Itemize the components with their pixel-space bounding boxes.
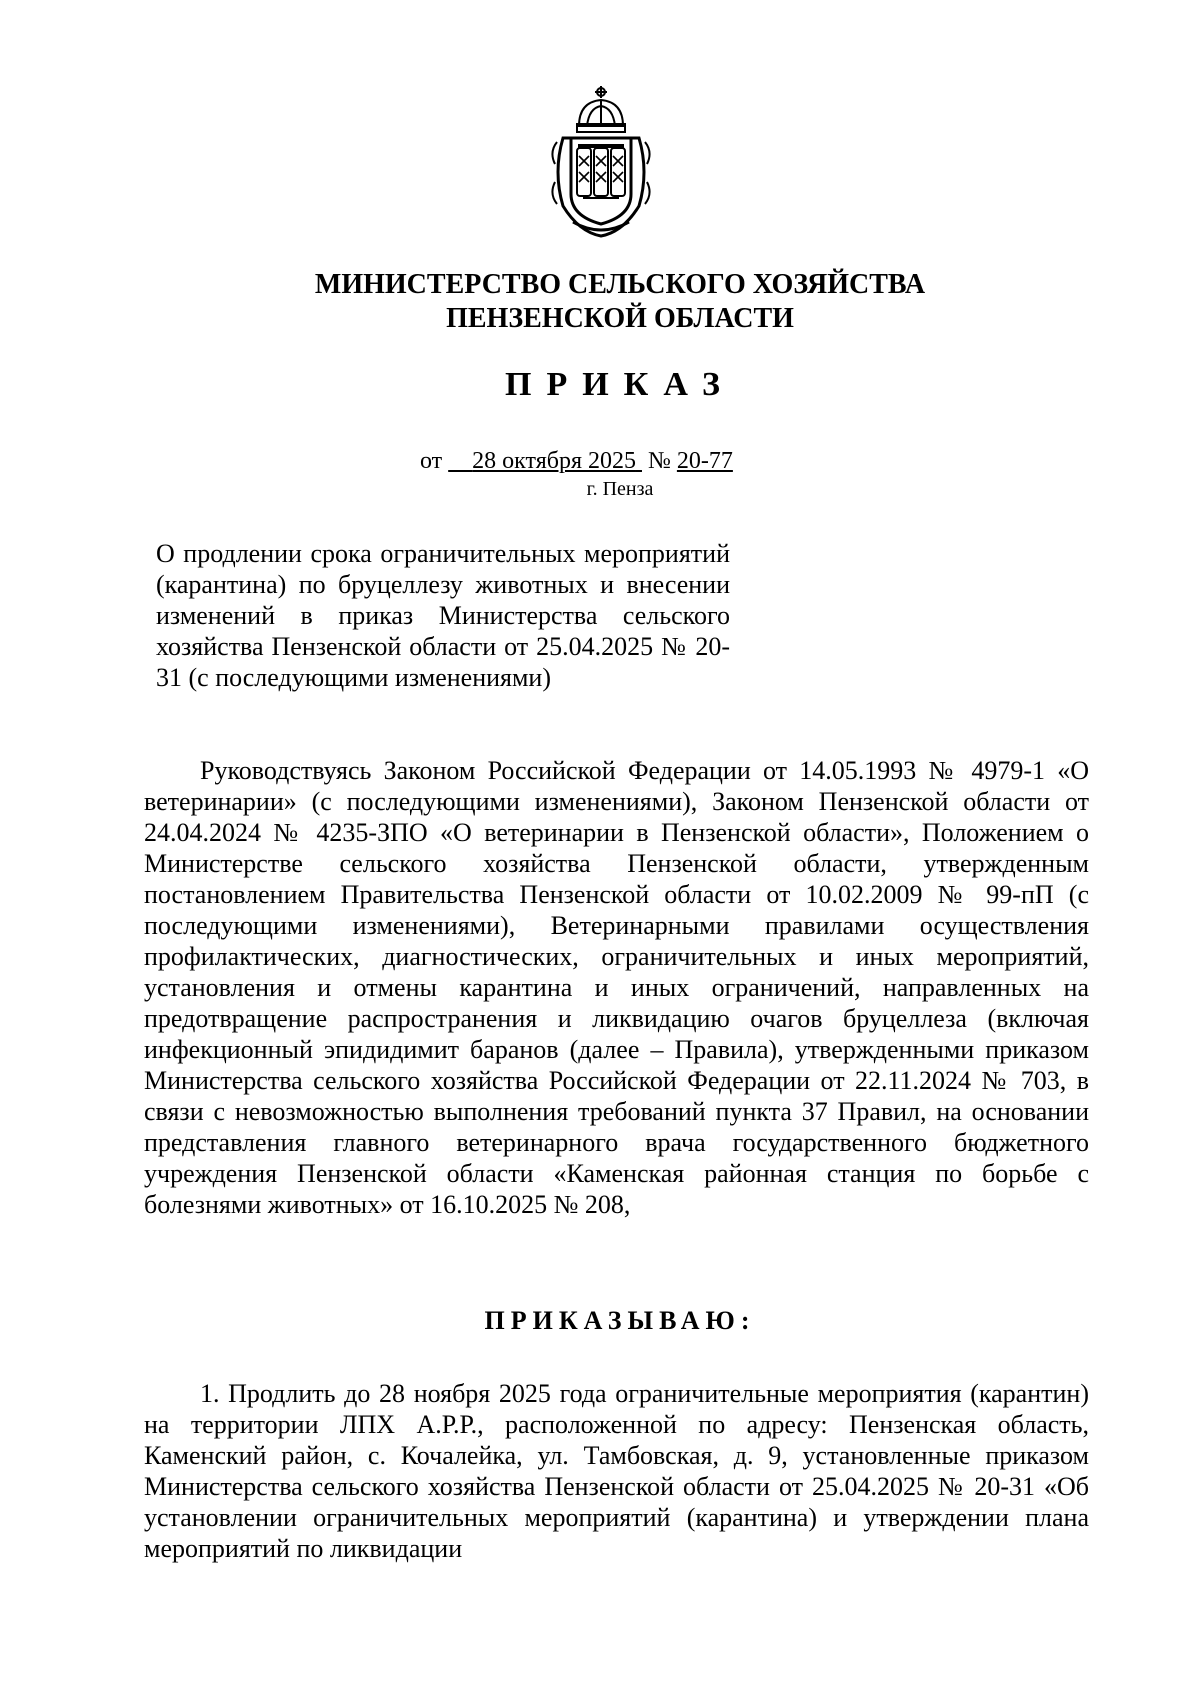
document-type-title: ПРИКАЗ (505, 366, 735, 403)
document-date: 28 октября 2025 (472, 448, 636, 474)
number-sign: № (647, 448, 671, 474)
order-item-1 (144, 1378, 1089, 1564)
ministry-name-line1: МИНИСТЕРСТВО СЕЛЬСКОГО ХОЗЯЙСТВА (314, 269, 926, 300)
order-item-1-text: 1. Продлить до 28 ноября 2025 года ограничительные мероприятия (карантин) на территории ЛПХ А.Р.Р., расположенной по адресу: Пензенская область, Каменский район, с. Кочалейка, ул. Тамбовская, д. 9, установленные приказом Министерства сельского хозяйства Пензенской области от 25.04.2025 № 20-31 «Об установлении ограничительных мероприятий (карантина) и утверждении плана мероприятий по ликвидации (144, 1379, 1089, 1563)
order-heading: ПРИКАЗЫВАЮ: (484, 1306, 756, 1335)
preamble-text: Руководствуясь Законом Российской Федерации от 14.05.1993 № 4979-1 «О ветеринарии» (с последующими изменениями), Законом Пензенской области от 24.04.2024 № 4235-ЗПО «О ветеринарии в Пензенской области», Положением о Министерстве сельского хозяйства Пензенской области, утвержденным постановлением Правительства Пензенской области от 10.02.2009 № 99-пП (с последующими изменениями), Ветеринарными правилами осуществления профилактических, диагностических, ограничительных и иных мероприятий, установления и отмены карантина и иных ограничений, направленных на предотвращение распространения и ликвидацию очагов бруцеллеза (включая инфекционный эпидидимит баранов (далее – Правила), утвержденными приказом Министерства сельского хозяйства Российской Федерации от 22.11.2024 № 703, в связи с невозможностью выполнения требований пункта 37 Правил, на основании представления главного ветеринарного врача государственного бюджетного учреждения Пензенской области «Каменская районная станция по борьбе с болезнями животных» от 16.10.2025 № 208, (144, 756, 1089, 1219)
preamble-paragraph (144, 755, 1089, 1220)
document-city: г. Пенза (586, 478, 654, 500)
coat-of-arms-icon (549, 82, 653, 242)
ministry-name (0, 268, 1200, 336)
document-subject: О продлении срока ограничительных мероприятий (карантина) по бруцеллезу животных и внесении изменений в приказ Министерства сельского хозяйства Пензенской области от 25.04.2025 № 20-31 (с последующими изменениями) (156, 539, 730, 692)
ministry-name-line2: ПЕНЗЕНСКОЙ ОБЛАСТИ (446, 303, 794, 334)
document-dateline (420, 448, 733, 475)
document-number: 20-77 (676, 448, 733, 474)
date-prefix: от (420, 448, 443, 474)
